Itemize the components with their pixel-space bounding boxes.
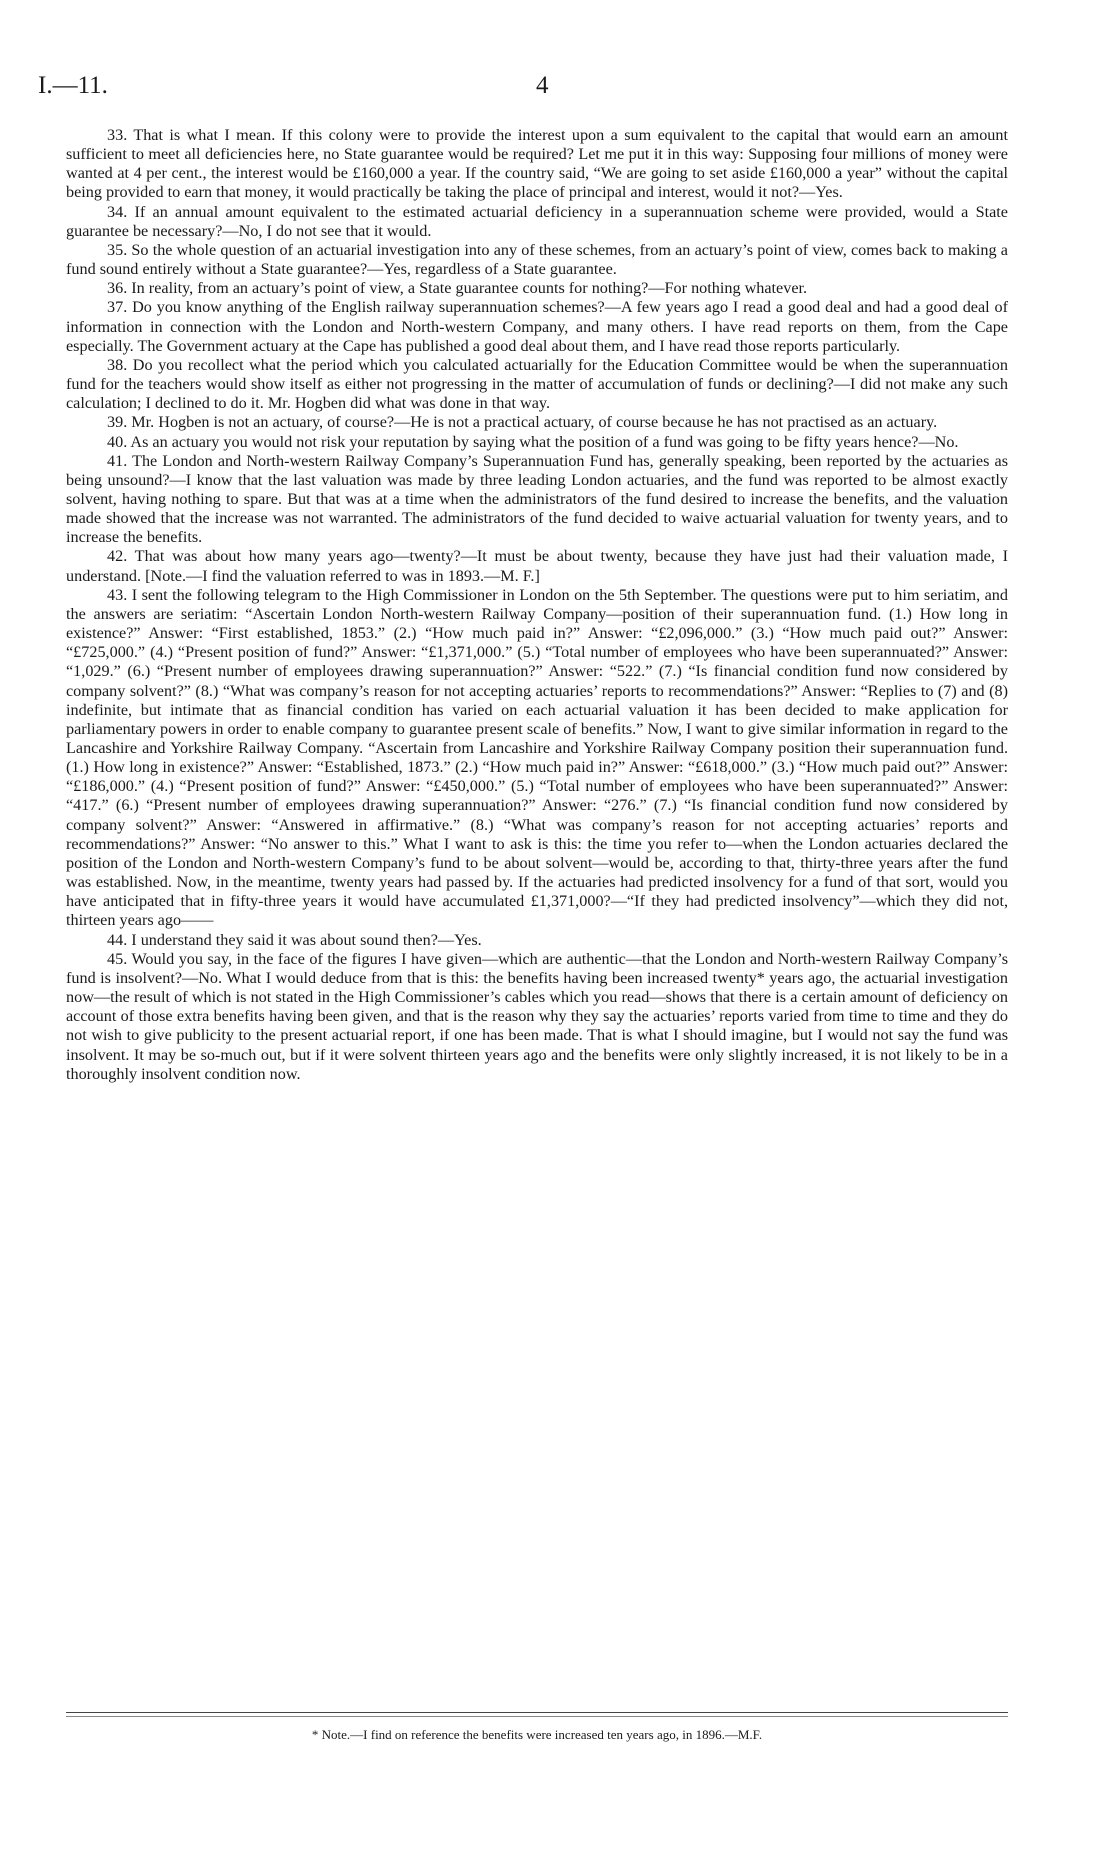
page-header [38,72,1038,106]
document-reference: I.—11. [38,72,108,99]
paragraph-33: 33. That is what I mean. If this colony were to provide the interest upon a sum equivalent to the capital that would earn an amount sufficient to meet all deficiencies here, no State guarantee would be required? Let me put it in this way: Supposing four millions of money were wanted at 4 per cent., the interest would be £160,000 a year. If the country said, “We are going to set aside £160,000 a year” without the capital being provided to earn that money, it would practically be taking the place of principal and interest, would it not?—Yes. [66,126,1008,202]
paragraph-43: 43. I sent the following telegram to the High Commissioner in London on the 5th September. The questions were put to him seriatim, and the answers are seriatim: “Ascertain London North-western Railway Company—position of their superannuation fund. (1.) How long in existence?” Answer: “First established, 1853.” (2.) “How much paid in?” Answer: “£2,096,000.” (3.) “How much paid out?” Answer: “£725,000.” (4.) “Present position of fund?” Answer: “£1,371,000.” (5.) “Total number of employees who have been superannuated?” Answer: “1,029.” (6.) “Present number of employees drawing superannuation?” Answer: “522.” (7.) “Is financial condition fund now considered by company solvent?” (8.) “What was company’s reason for not accepting actuaries’ reports to recommendations?” Answer: “Replies to (7) and (8) indefinite, but intimate that as financial condition has varied on each actuarial valuation it has been decided to make application for parliamentary powers in order to enable company to guarantee present scale of benefits.” Now, I want to give similar information in regard to the Lancashire and Yorkshire Railway Company. “Ascertain from Lancashire and Yorkshire Railway Company position their superannuation fund. (1.) How long in existence?” Answer: “Established, 1873.” (2.) “How much paid in?” Answer: “£618,000.” (3.) “How much paid out?” Answer: “£186,000.” (4.) “Present position of fund?” Answer: “£450,000.” (5.) “Total number of employees who have been superannuated?” Answer: “417.” (6.) “Present number of employees drawing superannuation?” Answer: “276.” (7.) “Is financial condition fund now considered by company solvent?” Answer: “Answered in affirmative.” (8.) “What was company’s reason for not accepting actuaries’ reports and recommendations?” Answer: “No answer to this.” What I want to ask is this: the time you refer to—when the London actuaries declared the position of the London and North-western Company’s fund to be about solvent—would be, according to that, thirty-three years after the fund was established. Now, in the meantime, twenty years had passed by. If the actuaries had predicted insolvency for a fund of that sort, would you have anticipated that in fifty-three years it would have accumulated £1,371,000?—“If they had predicted insolvency”—which they did not, thirteen years ago—— [66,585,1008,930]
footnote-rule [66,1712,1008,1713]
footnote: * Note.—I find on reference the benefits were increased ten years ago, in 1896.—M.F. [311,1727,763,1742]
paragraph-35: 35. So the whole question of an actuarial investigation into any of these schemes, from an actuary’s point of view, comes back to making a fund sound entirely without a State guarantee?—Yes, regardless of a State guarantee. [66,240,1008,279]
page-number: 4 [536,72,549,99]
paragraph-38: 38. Do you recollect what the period which you calculated actuarially for the Education Committee would be when the superannuation fund for the teachers would show itself as either not progressing in the matter of accumulation of funds or declining?—I did not make any such calculation; I declined to do it. Mr. Hogben did what was done in that way. [66,355,1008,413]
footnote-rule-secondary [66,1716,1008,1717]
paragraph-34: 34. If an annual amount equivalent to the estimated actuarial deficiency in a superannuation scheme were provided, would a State guarantee be necessary?—No, I do not see that it would. [66,202,1008,240]
paragraph-44: 44. I understand they said it was about sound then?—Yes. [107,930,482,949]
paragraph-41: 41. The London and North-western Railway Company’s Superannuation Fund has, generally speaking, been reported by the actuaries as being unsound?—I know that the last valuation was made by three leading London actuaries, and the fund was reported to be almost exactly solvent, having nothing to spare. But that was at a time when the administrators of the fund desired to increase the benefits, and the valuation made showed that the increase was not warranted. The administrators of the fund decided to waive actuarial valuation for twenty years, and to increase the benefits. [66,451,1008,547]
paragraph-36: 36. In reality, from an actuary’s point of view, a State guarantee counts for nothing?—For nothing whatever. [107,279,808,298]
paragraph-40: 40. As an actuary you would not risk your reputation by saying what the position of a fund was going to be fifty years hence?—No. [107,432,959,451]
paragraph-39: 39. Mr. Hogben is not an actuary, of course?—He is not a practical actuary, of course because he has not practised as an actuary. [107,413,938,432]
paragraph-45: 45. Would you say, in the face of the figures I have given—which are authentic—that the London and North-western Railway Company’s fund is insolvent?—No. What I would deduce from that is this: the benefits having been increased twenty* years ago, the actuarial investigation now—the result of which is not stated in the High Commissioner’s cables which you read—shows that there is a certain amount of deficiency on account of those extra benefits having been given, and that is the reason why they say the actuaries’ reports varied from time to time and they do not wish to give publicity to the present actuarial report, if one has been made. That is what I should imagine, but I would not say the fund was insolvent. It may be so-much out, but if it were solvent thirteen years ago and the benefits were only slightly increased, it is not likely to be in a thoroughly insolvent condition now. [66,949,1008,1083]
body-text [66,126,1008,1084]
paragraph-37: 37. Do you know anything of the English railway superannuation schemes?—A few years ago I read a good deal and had a good deal of information in connection with the London and North-western Company, and many others. I have read reports on them, from the Cape especially. The Government actuary at the Cape has published a good deal about them, and I have read those reports particularly. [66,298,1008,355]
paragraph-42: 42. That was about how many years ago—twenty?—It must be about twenty, because they have just had their valuation made, I understand. [Note.—I find the valuation referred to was in 1893.—M. F.] [66,547,1008,585]
